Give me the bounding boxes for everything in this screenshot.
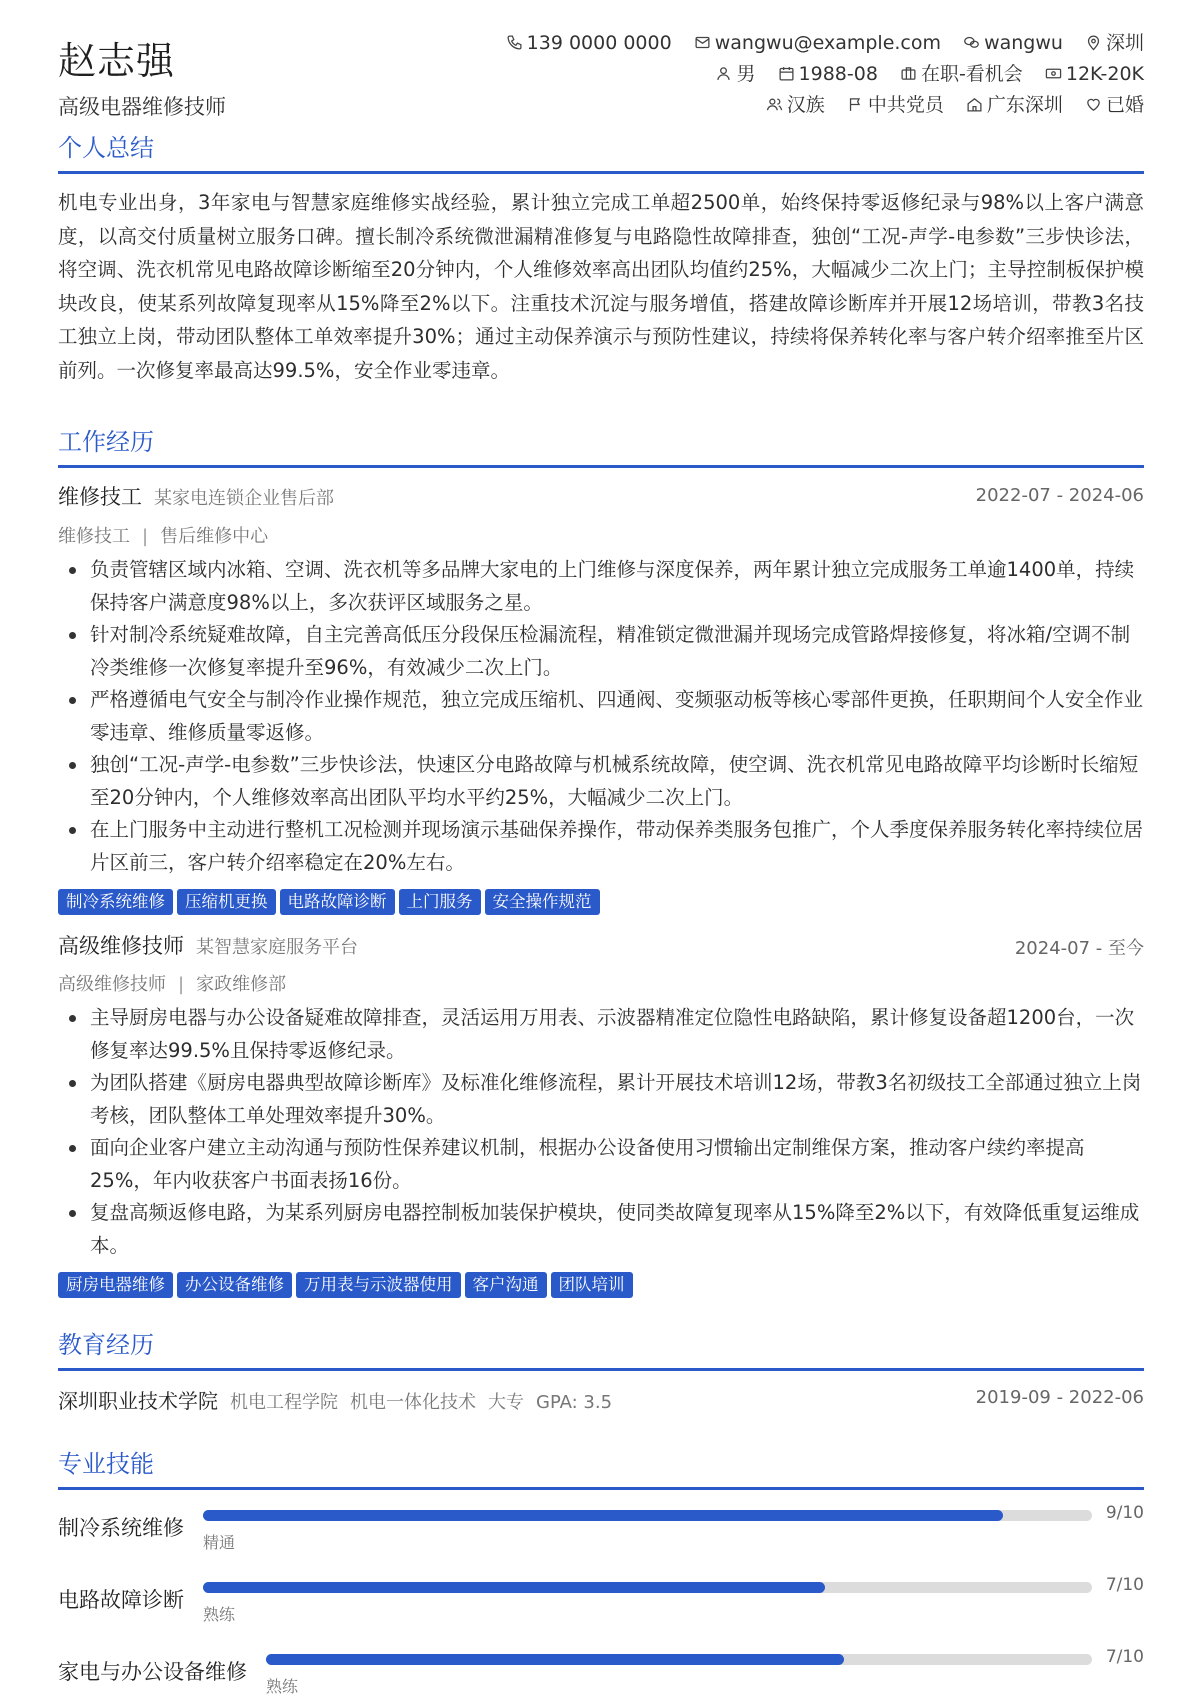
skills-divider (58, 1487, 1144, 1490)
school-name: 深圳职业技术学院 (58, 1389, 218, 1413)
skill-row (58, 1644, 1144, 1704)
job-position: 高级维修技师 (58, 974, 166, 995)
list-item: 为团队搭建《厨房电器典型故障诊断库》及标准化维修流程，累计开展技术培训12场，带教3名初级技工全部通过独立上岗考核，团队整体工单处理效率提升30%。 (90, 1067, 1144, 1132)
skill-level: 精通 (203, 1533, 236, 1552)
summary-section-title: 个人总结 (58, 134, 154, 162)
briefcase-icon (900, 65, 917, 82)
contact-city: 深圳 (1085, 28, 1144, 59)
skill-progress-bar (203, 1582, 1092, 1593)
list-item: 主导厨房电器与办公设备疑难故障排查，灵活运用万用表、示波器精准定位隐性电路缺陷，累计修复设备超1200台，一次修复率达99.5%且保持零返修纪录。 (90, 1002, 1144, 1067)
contact-wechat: wangwu (963, 28, 1063, 59)
contact-row-3 (490, 90, 1144, 121)
candidate-name: 赵志强 (58, 39, 176, 83)
contact-salary: 12K-20K (1045, 59, 1144, 90)
job-date: 2024-07 - 至今 (1014, 938, 1144, 959)
contact-info (490, 28, 1144, 121)
contact-row-1 (490, 28, 1144, 59)
job-company: 某智慧家庭服务平台 (196, 937, 358, 958)
contact-hometown: 广东深圳 (966, 90, 1063, 121)
skill-tag: 安全操作规范 (485, 889, 600, 915)
job-subline (58, 522, 268, 548)
separator: | (142, 526, 149, 547)
skill-name: 电路故障诊断 (58, 1588, 184, 1612)
contact-gender: 男 (715, 59, 755, 90)
skill-tag: 电路故障诊断 (280, 889, 395, 915)
education-section-title: 教育经历 (58, 1331, 154, 1359)
job-company: 某家电连锁企业售后部 (154, 488, 334, 509)
list-item: 针对制冷系统疑难故障，自主完善高低压分段保压检漏流程，精准锁定微泄漏并现场完成管路焊接修复，将冰箱/空调不制冷类维修一次修复率提升至96%，有效减少二次上门。 (90, 619, 1144, 684)
job-role: 高级维修技师 (58, 934, 184, 958)
summary-divider (58, 171, 1144, 174)
home-icon (966, 96, 983, 113)
wechat-icon (963, 34, 980, 51)
contact-phone: 139 0000 0000 (506, 28, 672, 59)
job-department: 售后维修中心 (160, 526, 269, 547)
list-item: 独创“工况-声学-电参数”三步快诊法，快速区分电路故障与机械系统故障，使空调、洗衣机常见电路故障平均诊断时长缩短至20分钟内，个人维修效率高出团队平均水平约25%，大幅减少二次上门。 (90, 749, 1144, 814)
skill-tag: 制冷系统维修 (58, 889, 173, 915)
heart-icon (1085, 96, 1102, 113)
gpa: GPA: 3.5 (536, 1392, 613, 1413)
list-item: 面向企业客户建立主动沟通与预防性保养建议机制，根据办公设备使用习惯输出定制维保方案，推动客户续约率提高25%，年内收获客户书面表扬16份。 (90, 1132, 1144, 1197)
contact-ethnicity: 汉族 (766, 90, 825, 121)
college-name: 机电工程学院 (230, 1392, 338, 1413)
skill-level: 熟练 (203, 1605, 236, 1624)
calendar-icon (778, 65, 795, 82)
degree: 大专 (488, 1392, 524, 1413)
job-header (58, 481, 1144, 511)
skill-progress-bar (203, 1510, 1092, 1521)
contact-birth: 1988-08 (778, 59, 878, 90)
skill-tag: 团队培训 (551, 1272, 633, 1298)
skills-section-title: 专业技能 (58, 1450, 154, 1478)
skill-tag: 压缩机更换 (177, 889, 276, 915)
list-item: 在上门服务中主动进行整机工况检测并现场演示基础保养操作，带动保养类服务包推广，个人季度保养服务转化率持续位居片区前三，客户转介绍率稳定在20%左右。 (90, 814, 1144, 879)
skill-name: 家电与办公设备维修 (58, 1660, 247, 1684)
list-item: 负责管辖区域内冰箱、空调、洗衣机等多品牌大家电的上门维修与深度保养，两年累计独立完成服务工单逾1400单，持续保持客户满意度98%以上，多次获评区域服务之星。 (90, 554, 1144, 619)
candidate-title: 高级电器维修技师 (58, 95, 226, 119)
skill-progress-bar (266, 1654, 1092, 1665)
money-icon (1045, 65, 1062, 82)
education-row (58, 1385, 1144, 1415)
skill-tag: 客户沟通 (465, 1272, 547, 1298)
skill-row (58, 1572, 1144, 1632)
job-subline (58, 970, 286, 996)
skill-progress-fill (203, 1582, 825, 1593)
job-bullets (58, 1002, 1144, 1262)
users-icon (766, 96, 783, 113)
education-divider (58, 1368, 1144, 1371)
separator: | (178, 974, 185, 995)
work-divider (58, 465, 1144, 468)
skill-score: 7/10 (1105, 1575, 1144, 1595)
work-section-title: 工作经历 (58, 428, 154, 456)
education-date: 2019-09 - 2022-06 (975, 1387, 1144, 1408)
job-position: 维修技工 (58, 526, 130, 547)
contact-politics: 中共党员 (847, 90, 944, 121)
phone-icon (506, 34, 523, 51)
major-name: 机电一体化技术 (350, 1392, 476, 1413)
skill-tag: 厨房电器维修 (58, 1272, 173, 1298)
skill-tag: 办公设备维修 (177, 1272, 292, 1298)
skill-score: 7/10 (1105, 1647, 1144, 1667)
job-date: 2022-07 - 2024-06 (975, 485, 1144, 506)
skill-row (58, 1500, 1144, 1560)
job-department: 家政维修部 (196, 974, 287, 995)
contact-row-2 (490, 59, 1144, 90)
list-item: 严格遵循电气安全与制冷作业操作规范，独立完成压缩机、四通阀、变频驱动板等核心零部件更换，任职期间个人安全作业零违章、维修质量零返修。 (90, 684, 1144, 749)
skill-score: 9/10 (1105, 1503, 1144, 1523)
flag-icon (847, 96, 864, 113)
skill-tag: 上门服务 (399, 889, 481, 915)
skill-progress-fill (203, 1510, 1003, 1521)
contact-marital: 已婚 (1085, 90, 1144, 121)
user-icon (715, 65, 732, 82)
list-item: 复盘高频返修电路，为某系列厨房电器控制板加装保护模块，使同类故障复现率从15%降至2%以下，有效降低重复运维成本。 (90, 1197, 1144, 1262)
contact-email: wangwu@example.com (694, 28, 941, 59)
location-pin-icon (1085, 34, 1102, 51)
skill-tag: 万用表与示波器使用 (296, 1272, 461, 1298)
job-bullets (58, 554, 1144, 879)
mail-icon (694, 34, 711, 51)
job-tags (58, 1272, 637, 1298)
job-tags (58, 889, 604, 915)
skill-progress-fill (266, 1654, 844, 1665)
skill-name: 制冷系统维修 (58, 1516, 184, 1540)
skill-level: 熟练 (266, 1677, 299, 1696)
job-header (58, 930, 1144, 960)
summary-text: 机电专业出身，3年家电与智慧家庭维修实战经验，累计独立完成工单超2500单，始终保持零返修纪录与98%以上客户满意度，以高交付质量树立服务口碑。擅长制冷系统微泄漏精准修复与电路隐性故障排查，独创“工况-声学-电参数”三步快诊法，将空调、洗衣机常见电路故障诊断缩至20分钟内，个人维修效率高出团队均值约25%，大幅减少二次上门；主导控制板保护模块改良，使某系列故障复现率从15%降至2%以下。注重技术沉淀与服务增值，搭建故障诊断库并开展12场培训，带教3名技工独立上岗，带动团队整体工单效率提升30%；通过主动保养演示与预防性建议，持续将保养转化率与客户转介绍率推至片区前列。一次修复率最高达99.5%，安全作业零违章。 (58, 191, 1144, 382)
job-role: 维修技工 (58, 485, 142, 509)
contact-status: 在职-看机会 (900, 59, 1023, 90)
